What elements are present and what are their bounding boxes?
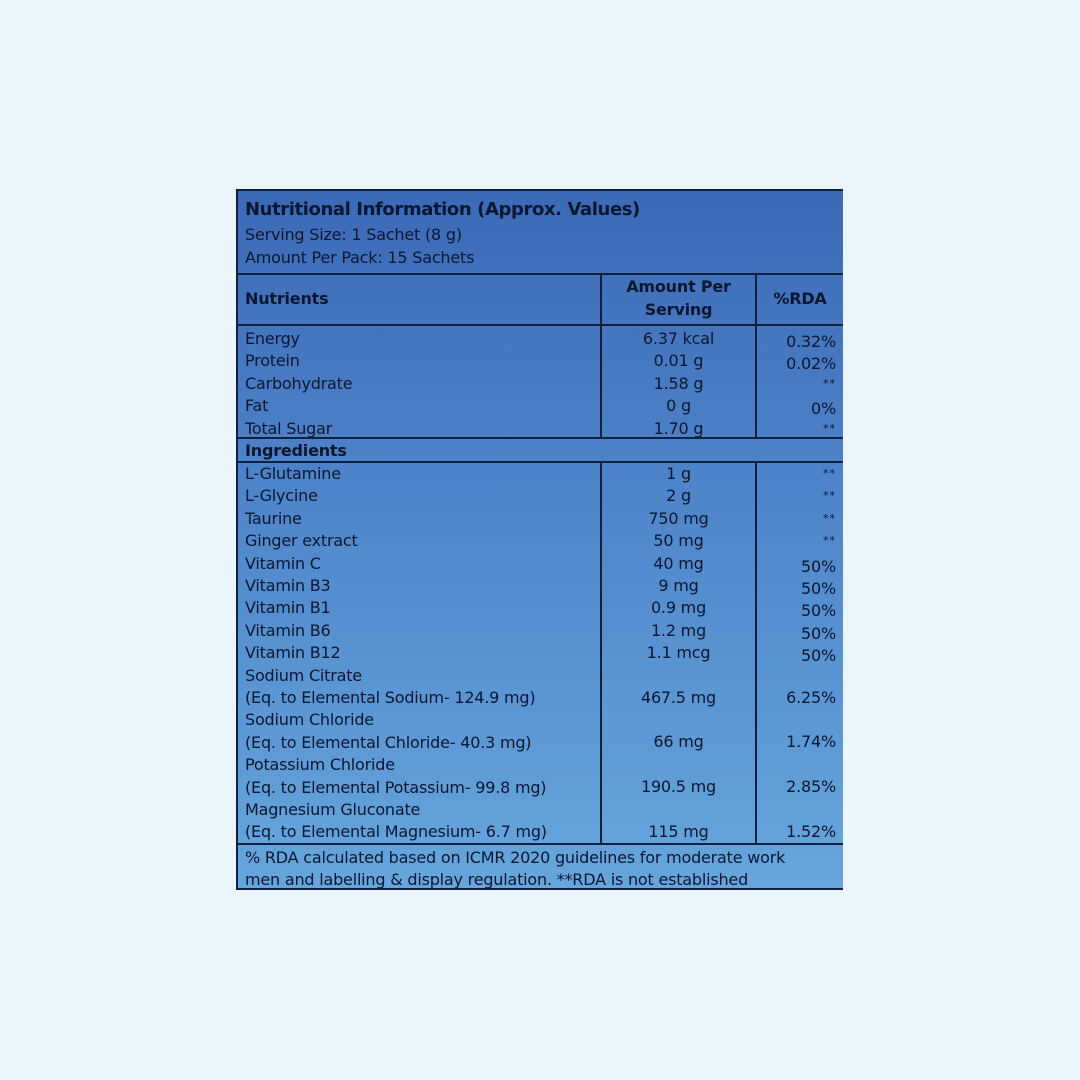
- nutrient-row-name: [245, 350, 300, 372]
- nutrient-row-rda: 0.32%: [786, 332, 836, 351]
- ingredient-row-amount: 190.5 mg: [640, 777, 717, 797]
- nutrient-row-name-text: Total Sugar: [245, 418, 333, 438]
- ingredient-row-name-text: Magnesium Gluconate: [245, 799, 421, 819]
- ingredient-row-rda: **: [823, 534, 836, 548]
- ingredient-row-name-text: L-Glutamine: [245, 464, 341, 483]
- ingredient-row: [238, 508, 843, 530]
- footnote-line-2: men and labelling & display regulation. **RDA is not established: [245, 870, 749, 889]
- ingredient-row-amount: 1.2 mg: [650, 620, 707, 640]
- ingredient-row-name-text: L-Glycine: [245, 486, 318, 506]
- ingredient-row-amount: 40 mg: [653, 553, 704, 573]
- ingredient-row-rda: 50%: [801, 578, 836, 598]
- ingredient-row-name: [245, 463, 341, 485]
- amount-header-line2: Serving: [644, 300, 713, 319]
- nutrient-row-name-text: Carbohydrate: [245, 373, 353, 393]
- ingredient-row-name: [245, 553, 321, 575]
- rda-header: %RDA: [773, 289, 827, 308]
- nutrient-row-amount: 1.58 g: [653, 373, 704, 393]
- nutrient-row: [238, 328, 843, 350]
- ingredient-row-amount: 1 g: [666, 464, 691, 483]
- ingredient-row-rda: 1.74%: [786, 732, 836, 752]
- ingredient-row-name: [245, 508, 302, 530]
- nutrients-header: Nutrients: [245, 289, 329, 308]
- nutrient-row: [238, 418, 843, 440]
- ingredient-row-name: [245, 754, 546, 799]
- ingredient-row-name-text: Ginger extract: [245, 531, 358, 551]
- panel-title: Nutritional Information (Approx. Values): [245, 199, 640, 220]
- ingredient-row-amount: 66 mg: [653, 732, 704, 752]
- nutrient-row-rda: **: [823, 376, 836, 390]
- ingredient-row: [238, 485, 843, 507]
- ingredient-row-name-text: Vitamin B1: [245, 598, 331, 618]
- ingredient-row-name-text: Vitamin B12: [245, 643, 341, 663]
- ingredient-row: [238, 597, 843, 619]
- ingredient-row-name: [245, 597, 331, 619]
- ingredient-row: [238, 642, 843, 664]
- amount-per-pack: Amount Per Pack: 15 Sachets: [245, 248, 475, 267]
- nutrient-row-name: [245, 395, 268, 417]
- ingredient-row-rda: 2.85%: [786, 777, 836, 797]
- nutrient-row-amount: 0 g: [666, 396, 691, 416]
- ingredient-row-name: [245, 575, 331, 597]
- ingredient-row: [238, 553, 843, 575]
- serving-size: Serving Size: 1 Sachet (8 g): [245, 225, 462, 244]
- ingredient-row-name-text: Sodium Citrate: [245, 665, 362, 685]
- ingredient-row-name-text: Taurine: [245, 508, 302, 528]
- ingredient-row: [238, 665, 843, 710]
- ingredient-row-rda: **: [823, 489, 836, 503]
- ingredient-row-name-text: Sodium Chloride: [245, 710, 374, 730]
- ingredient-row-amount: 9 mg: [658, 575, 699, 595]
- ingredient-row: [238, 620, 843, 642]
- ingredient-row-amount: 2 g: [666, 486, 691, 506]
- ingredient-row-rda: 50%: [801, 646, 836, 666]
- ingredient-row-name-text: Vitamin B6: [245, 620, 331, 640]
- ingredient-row-amount: 1.1 mcg: [646, 643, 711, 663]
- nutrients-section: [238, 326, 843, 439]
- ingredient-row-equivalent: (Eq. to Elemental Potassium- 99.8 mg): [245, 777, 547, 797]
- panel-header: [238, 191, 843, 275]
- ingredient-row-name-text: Vitamin C: [245, 553, 321, 573]
- ingredient-row-rda: **: [823, 511, 836, 525]
- amount-header: [602, 275, 755, 321]
- nutrient-row-rda: 0.02%: [786, 354, 836, 374]
- amount-header-line1: Amount Per: [626, 277, 731, 296]
- footnote: [238, 845, 843, 891]
- ingredient-row-name: [245, 485, 318, 507]
- nutrition-panel: [236, 189, 843, 890]
- ingredients-label: Ingredients: [238, 439, 843, 463]
- nutrient-row-amount: 1.70 g: [653, 418, 704, 438]
- ingredient-row-rda: 50%: [801, 601, 836, 621]
- ingredient-row-equivalent: (Eq. to Elemental Sodium- 124.9 mg): [245, 687, 536, 707]
- ingredient-row-name: [245, 709, 531, 754]
- ingredient-row-name-text: Potassium Chloride: [245, 755, 395, 775]
- nutrient-row: [238, 395, 843, 417]
- nutrient-row: [238, 350, 843, 372]
- nutrient-row-rda: **: [823, 421, 836, 435]
- ingredient-row-amount: 750 mg: [648, 508, 709, 528]
- ingredient-row-name: [245, 620, 331, 642]
- ingredient-row-name: [245, 665, 535, 710]
- nutrient-row-name-text: Fat: [245, 396, 269, 416]
- nutrient-row-amount: 0.01 g: [653, 351, 704, 371]
- ingredient-row-name: [245, 799, 547, 844]
- ingredient-row: [238, 754, 843, 799]
- ingredient-row-name: [245, 642, 341, 664]
- ingredient-row-rda: 50%: [801, 623, 836, 643]
- nutrient-row-name-text: Protein: [245, 351, 300, 371]
- ingredient-row-rda: 1.52%: [786, 821, 836, 841]
- ingredient-row: [238, 709, 843, 754]
- ingredient-row-rda: **: [823, 467, 836, 480]
- nutrient-row-name-text: Energy: [245, 329, 300, 348]
- ingredients-section: [238, 463, 843, 845]
- column-header-row: [238, 275, 843, 326]
- ingredient-row-rda: 50%: [801, 556, 836, 576]
- ingredient-row-equivalent: (Eq. to Elemental Magnesium- 6.7 mg): [245, 822, 547, 842]
- ingredient-row: [238, 463, 843, 485]
- ingredient-row-name: [245, 530, 358, 552]
- nutrient-row-name: [245, 373, 352, 395]
- nutrient-row-rda: 0%: [811, 399, 836, 419]
- nutrient-row-amount: 6.37 kcal: [642, 329, 715, 348]
- ingredient-row-equivalent: (Eq. to Elemental Chloride- 40.3 mg): [245, 732, 532, 752]
- footnote-line-1: % RDA calculated based on ICMR 2020 guidelines for moderate work: [245, 848, 786, 867]
- ingredient-row: [238, 799, 843, 844]
- nutrient-row-name: [245, 328, 300, 350]
- ingredient-row-rda: 6.25%: [786, 687, 836, 707]
- nutrient-row: [238, 373, 843, 395]
- ingredient-row-amount: 467.5 mg: [640, 687, 717, 707]
- nutrient-row-name: [245, 418, 332, 440]
- ingredient-row: [238, 530, 843, 552]
- ingredient-row-amount: 50 mg: [653, 531, 704, 551]
- ingredient-row-name-text: Vitamin B3: [245, 575, 331, 595]
- ingredient-row-amount: 0.9 mg: [650, 598, 707, 618]
- ingredient-row: [238, 575, 843, 597]
- ingredient-row-amount: 115 mg: [648, 821, 709, 841]
